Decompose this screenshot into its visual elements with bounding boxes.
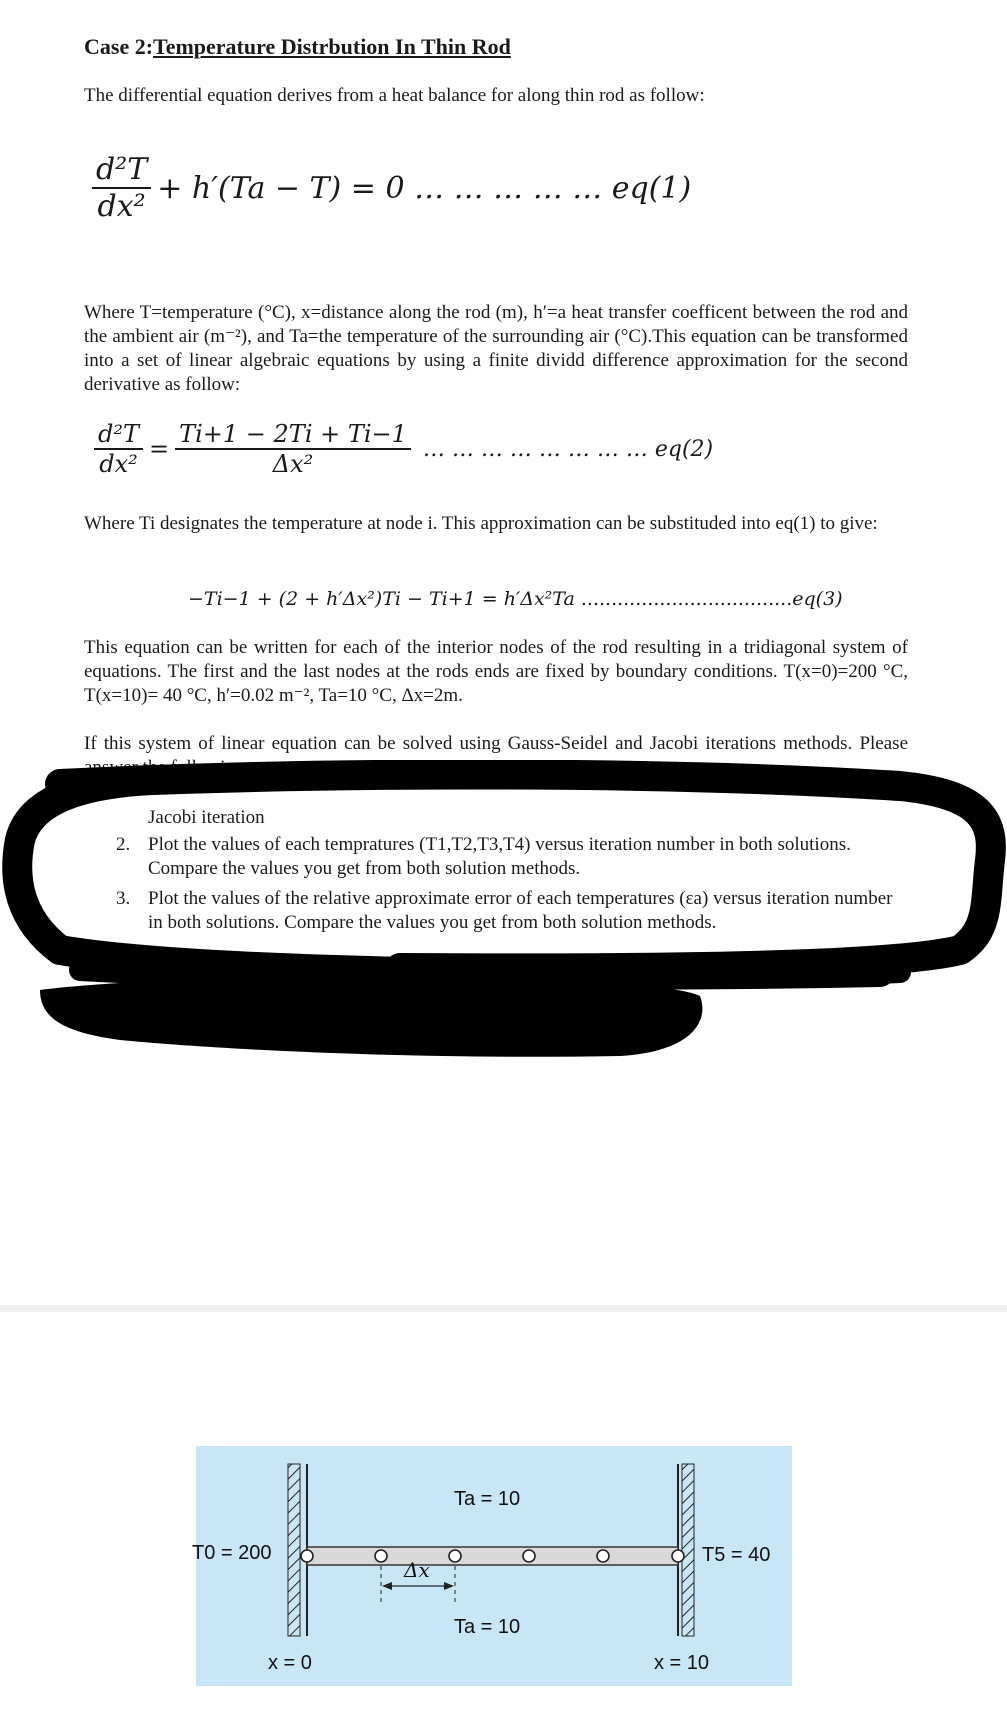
right-wall	[682, 1464, 694, 1636]
list-item-text: Jacobi iteration	[148, 807, 265, 828]
eq2-lhs-numerator: d²T	[98, 420, 139, 448]
paragraph-3: This equation can be written for each of the interior nodes of the rod resulting in a tridiagonal system of equations. The first and the last nodes at the rods ends are fixed by boundary conditions. T(x=0)=200 °C, T(x=10)= 40 °C, h′=0.02 m⁻², Ta=10 °C, Δx=2m.	[84, 637, 908, 706]
ta-top-label: Ta = 10	[454, 1488, 521, 1510]
eq1-fraction	[92, 152, 151, 224]
list-item-number: 2.	[116, 834, 131, 855]
node-2	[449, 1550, 461, 1562]
x0-label: x = 0	[268, 1652, 312, 1674]
eq1-numerator: d²T	[96, 152, 148, 187]
title-prefix: Case 2:	[84, 34, 154, 59]
paragraph-4: If this system of linear equation can be solved using Gauss-Seidel and Jacobi iterations methods. Please answer the following:	[84, 733, 908, 778]
section-divider	[0, 1305, 1007, 1312]
list-item-number: 3.	[116, 888, 131, 909]
eq2-rhs-numerator: Ti+1 − 2Ti + Ti−1	[179, 420, 407, 448]
node-4	[597, 1550, 609, 1562]
where-paragraph-2: Where Ti designates the temperature at node i. This approximation can be substituded into eq(1) to give:	[84, 513, 878, 534]
equation-2	[94, 420, 713, 478]
eq2-lhs	[94, 420, 143, 478]
rod-diagram	[192, 1446, 792, 1686]
node-1	[375, 1550, 387, 1562]
intro-text: The differential equation derives from a heat balance for along thin rod as follow:	[84, 85, 705, 106]
list-item-text: Plot the values of the relative approximate error of each temperatures (εa) versus iteration number in both solutions. Compare the values you get from both solution methods.	[148, 888, 893, 933]
left-wall	[288, 1464, 300, 1636]
eq1-rest: + h′(Ta − T) = 0 … … … … … eq(1)	[157, 170, 692, 206]
eq2-equals: =	[149, 435, 170, 463]
thin-rod	[307, 1547, 678, 1565]
eq2-rhs	[175, 420, 411, 478]
x10-label: x = 10	[654, 1652, 710, 1674]
where-paragraph-1: Where T=temperature (°C), x=distance along the rod (m), h′=a heat transfer coefficent between the rod and the ambient air (m⁻²), and Ta=the temperature of the surrounding air (°C).This equation can be transformed into a set of linear algebraic equations by using a finite dividd difference approximation for the second derivative as follow:	[84, 302, 908, 395]
node-0	[301, 1550, 313, 1562]
list-item-text: Plot the values of each tempratures (T1,T2,T3,T4) versus iteration number in both solutions. Compare the values you get from both solution methods.	[148, 834, 851, 879]
equation-3: −Ti−1 + (2 + h′Δx²)Ti − Ti+1 = h′Δx²Ta ...................................eq(3)	[188, 588, 843, 610]
t5-label: T5 = 40	[702, 1544, 771, 1566]
node-3	[523, 1550, 535, 1562]
eq1-denominator: dx²	[92, 187, 151, 224]
redaction-scribble	[0, 760, 1007, 1080]
equation-1	[92, 152, 691, 224]
node-5	[672, 1550, 684, 1562]
page-title	[84, 34, 511, 60]
eq2-rhs-denominator: Δx²	[175, 448, 411, 478]
title-underlined: Temperature Distrbution In Thin Rod	[153, 34, 511, 59]
t0-label: T0 = 200	[192, 1542, 272, 1564]
eq2-lhs-denominator: dx²	[94, 448, 143, 478]
eq2-tail: … … … … … … … … eq(2)	[422, 436, 714, 462]
ta-bottom-label: Ta = 10	[454, 1616, 521, 1638]
dx-label: Δx	[404, 1558, 430, 1582]
